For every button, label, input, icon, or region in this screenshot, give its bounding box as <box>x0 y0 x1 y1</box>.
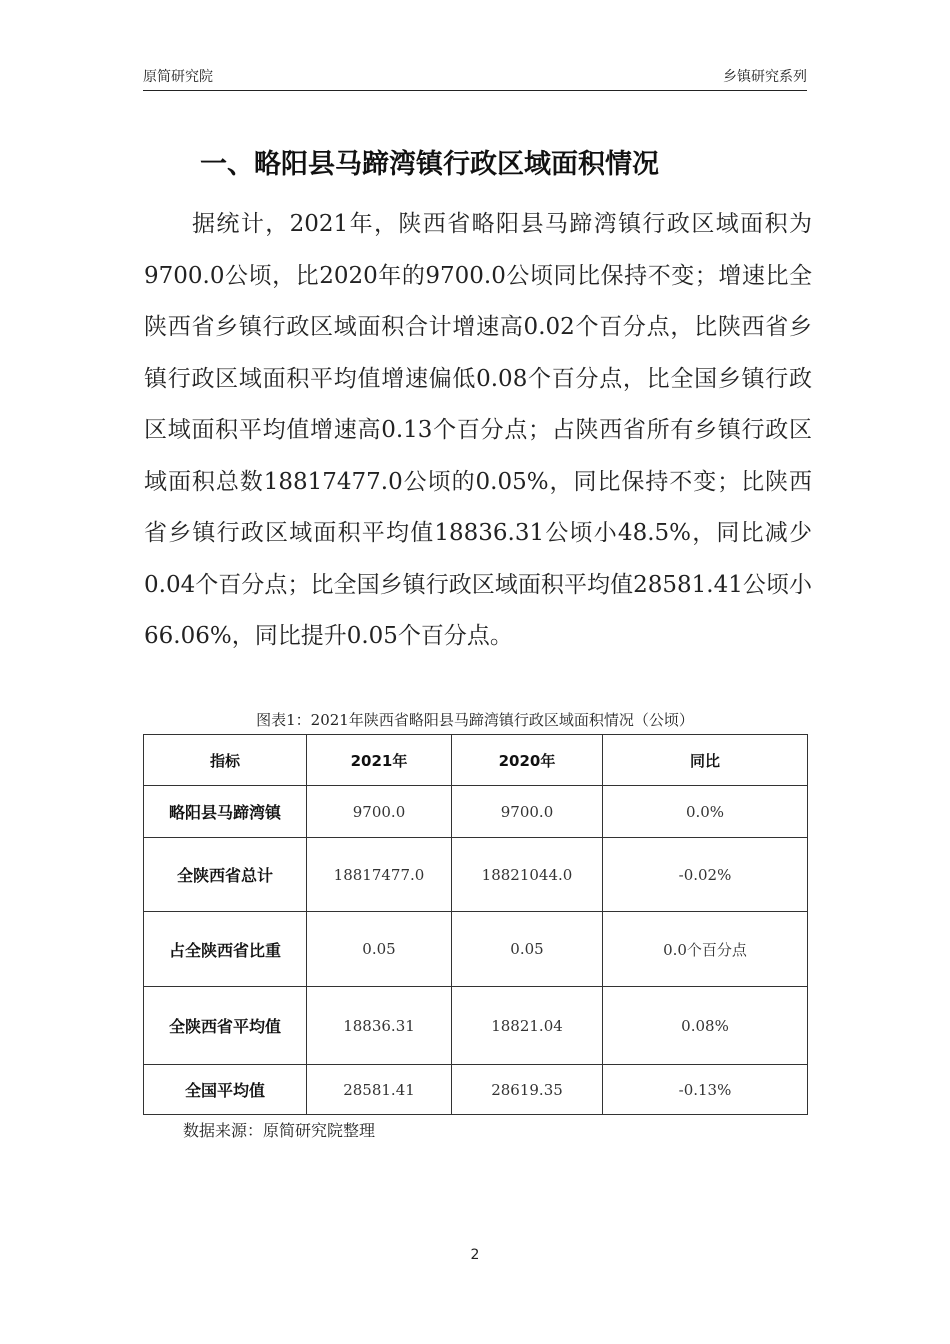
section-title: 一、略阳县马蹄湾镇行政区域面积情况 <box>200 149 659 180</box>
table-caption: 图表1：2021年陕西省略阳县马蹄湾镇行政区域面积情况（公顷） <box>256 711 694 729</box>
cell-2020: 9700.0 <box>452 786 603 838</box>
header-yoy: 同比 <box>603 735 808 786</box>
table-header-row <box>144 735 808 786</box>
table-row <box>144 786 808 838</box>
row-label: 略阳县马蹄湾镇 <box>144 786 307 838</box>
cell-2020: 18821.04 <box>452 987 603 1065</box>
header-2020: 2020年 <box>452 735 603 786</box>
table-row <box>144 987 808 1065</box>
cell-yoy: -0.02% <box>603 838 808 912</box>
page-number: 2 <box>470 1247 480 1263</box>
cell-2021: 0.05 <box>307 912 452 987</box>
header-org-name: 原简研究院 <box>143 69 213 85</box>
cell-2021: 9700.0 <box>307 786 452 838</box>
table-row <box>144 1065 808 1115</box>
page-header <box>143 64 807 91</box>
area-table <box>143 734 808 1115</box>
header-indicator: 指标 <box>144 735 307 786</box>
cell-2021: 18836.31 <box>307 987 452 1065</box>
cell-yoy: 0.08% <box>603 987 808 1065</box>
row-label: 占全陕西省比重 <box>144 912 307 987</box>
cell-2020: 18821044.0 <box>452 838 603 912</box>
cell-2020: 28619.35 <box>452 1065 603 1115</box>
header-2021: 2021年 <box>307 735 452 786</box>
cell-yoy: -0.13% <box>603 1065 808 1115</box>
row-label: 全陕西省平均值 <box>144 987 307 1065</box>
row-label: 全国平均值 <box>144 1065 307 1115</box>
data-source-note: 数据来源：原简研究院整理 <box>183 1121 376 1140</box>
header-series-name: 乡镇研究系列 <box>723 69 807 85</box>
cell-2020: 0.05 <box>452 912 603 987</box>
table-row <box>144 838 808 912</box>
cell-2021: 18817477.0 <box>307 838 452 912</box>
cell-yoy: 0.0个百分点 <box>603 912 808 987</box>
table-row <box>144 912 808 987</box>
cell-yoy: 0.0% <box>603 786 808 838</box>
cell-2021: 28581.41 <box>307 1065 452 1115</box>
body-paragraph: 据统计，2021年，陕西省略阳县马蹄湾镇行政区域面积为9700.0公顷，比2020年的9700.0公顷同比保持不变；增速比全陕西省乡镇行政区域面积合计增速高0.02个百分点，比陕西省乡镇行政区域面积平均值增速偏低0.08个百分点，比全国乡镇行政区域面积平均值增速高0.13个百分点；占陕西省所有乡镇行政区域面积总数18817477.0公顷的0.05%，同比保持不变；比陕西省乡镇行政区域面积平均值18836.31公顷小48.5%，同比减少0.04个百分点；比全国乡镇行政区域面积平均值28581.41公顷小66.06%，同比提升0.05个百分点。 <box>144 211 812 649</box>
row-label: 全陕西省总计 <box>144 838 307 912</box>
